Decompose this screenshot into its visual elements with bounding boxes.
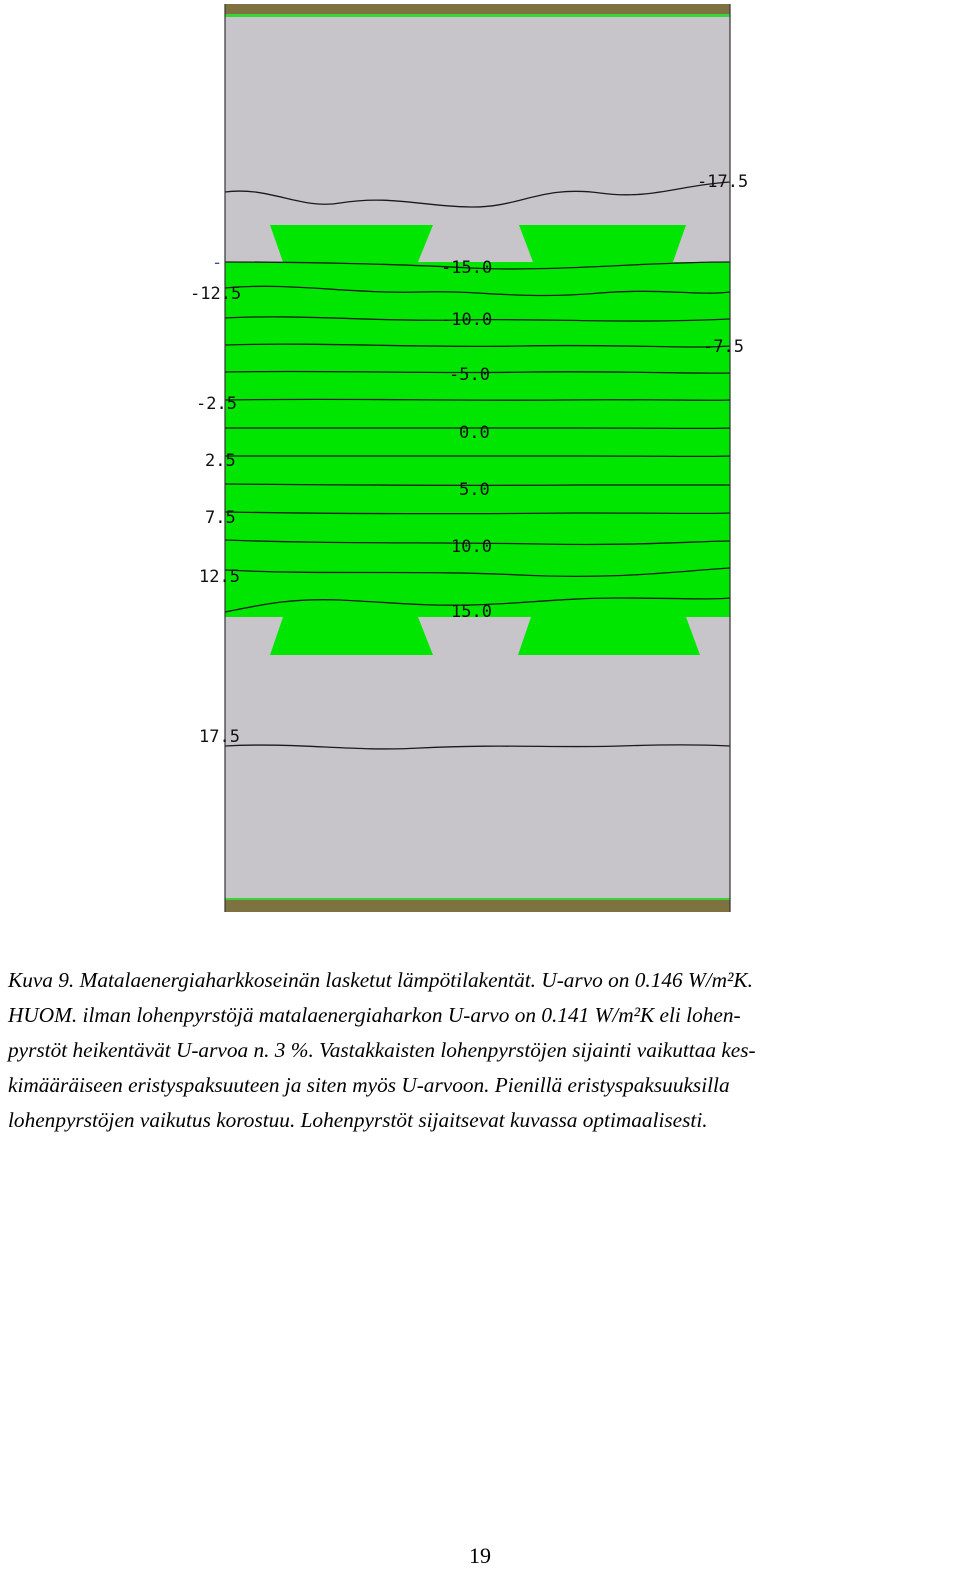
caption-line-4: kimääräiseen eristyspaksuuteen ja siten myös U-arvoon. Pienillä eristyspaksuuksilla [8,1073,730,1097]
top-boundary-edge [225,14,730,17]
isotherm-label: 15.0 [451,602,492,622]
isotherm-label: 10.0 [451,537,492,557]
isotherm-label: 7.5 [205,508,236,528]
small-marker: - [212,253,223,273]
caption-line-1: Kuva 9. Matalaenergiaharkkoseinän lasketut lämpötilakentät. U-arvo on 0.146 W/m²K. [8,968,753,992]
isotherm-label: 5.0 [459,480,490,500]
isotherm-label: -7.5 [703,337,744,357]
isotherm-label: 0.0 [459,423,490,443]
caption-line-3: pyrstöt heikentävät U-arvoa n. 3 %. Vastakkaisten lohenpyrstöjen sijainti vaikuttaa kes- [8,1038,756,1062]
isotherm-label: -5.0 [449,365,490,385]
isotherm-label: -17.5 [697,172,749,192]
figure-caption [8,963,952,1138]
bottom-boundary-strip [225,900,730,912]
isotherm-label: 17.5 [199,727,240,747]
isotherm-label: 12.5 [199,567,240,587]
isotherm-label: -12.5 [190,284,242,304]
isotherm-label: 2.5 [205,451,236,471]
caption-line-2: HUOM. ilman lohenpyrstöjä matalaenergiaharkon U-arvo on 0.141 W/m²K eli lohen- [8,1003,741,1027]
page-number: 19 [469,1543,491,1568]
isotherm-label: -2.5 [196,394,237,414]
isotherm-label: -15.0 [441,258,493,278]
caption-line-5: lohenpyrstöjen vaikutus korostuu. Lohenpyrstöt sijaitsevat kuvassa optimaalisesti. [8,1108,708,1132]
isotherm-label: -10.0 [441,310,493,330]
